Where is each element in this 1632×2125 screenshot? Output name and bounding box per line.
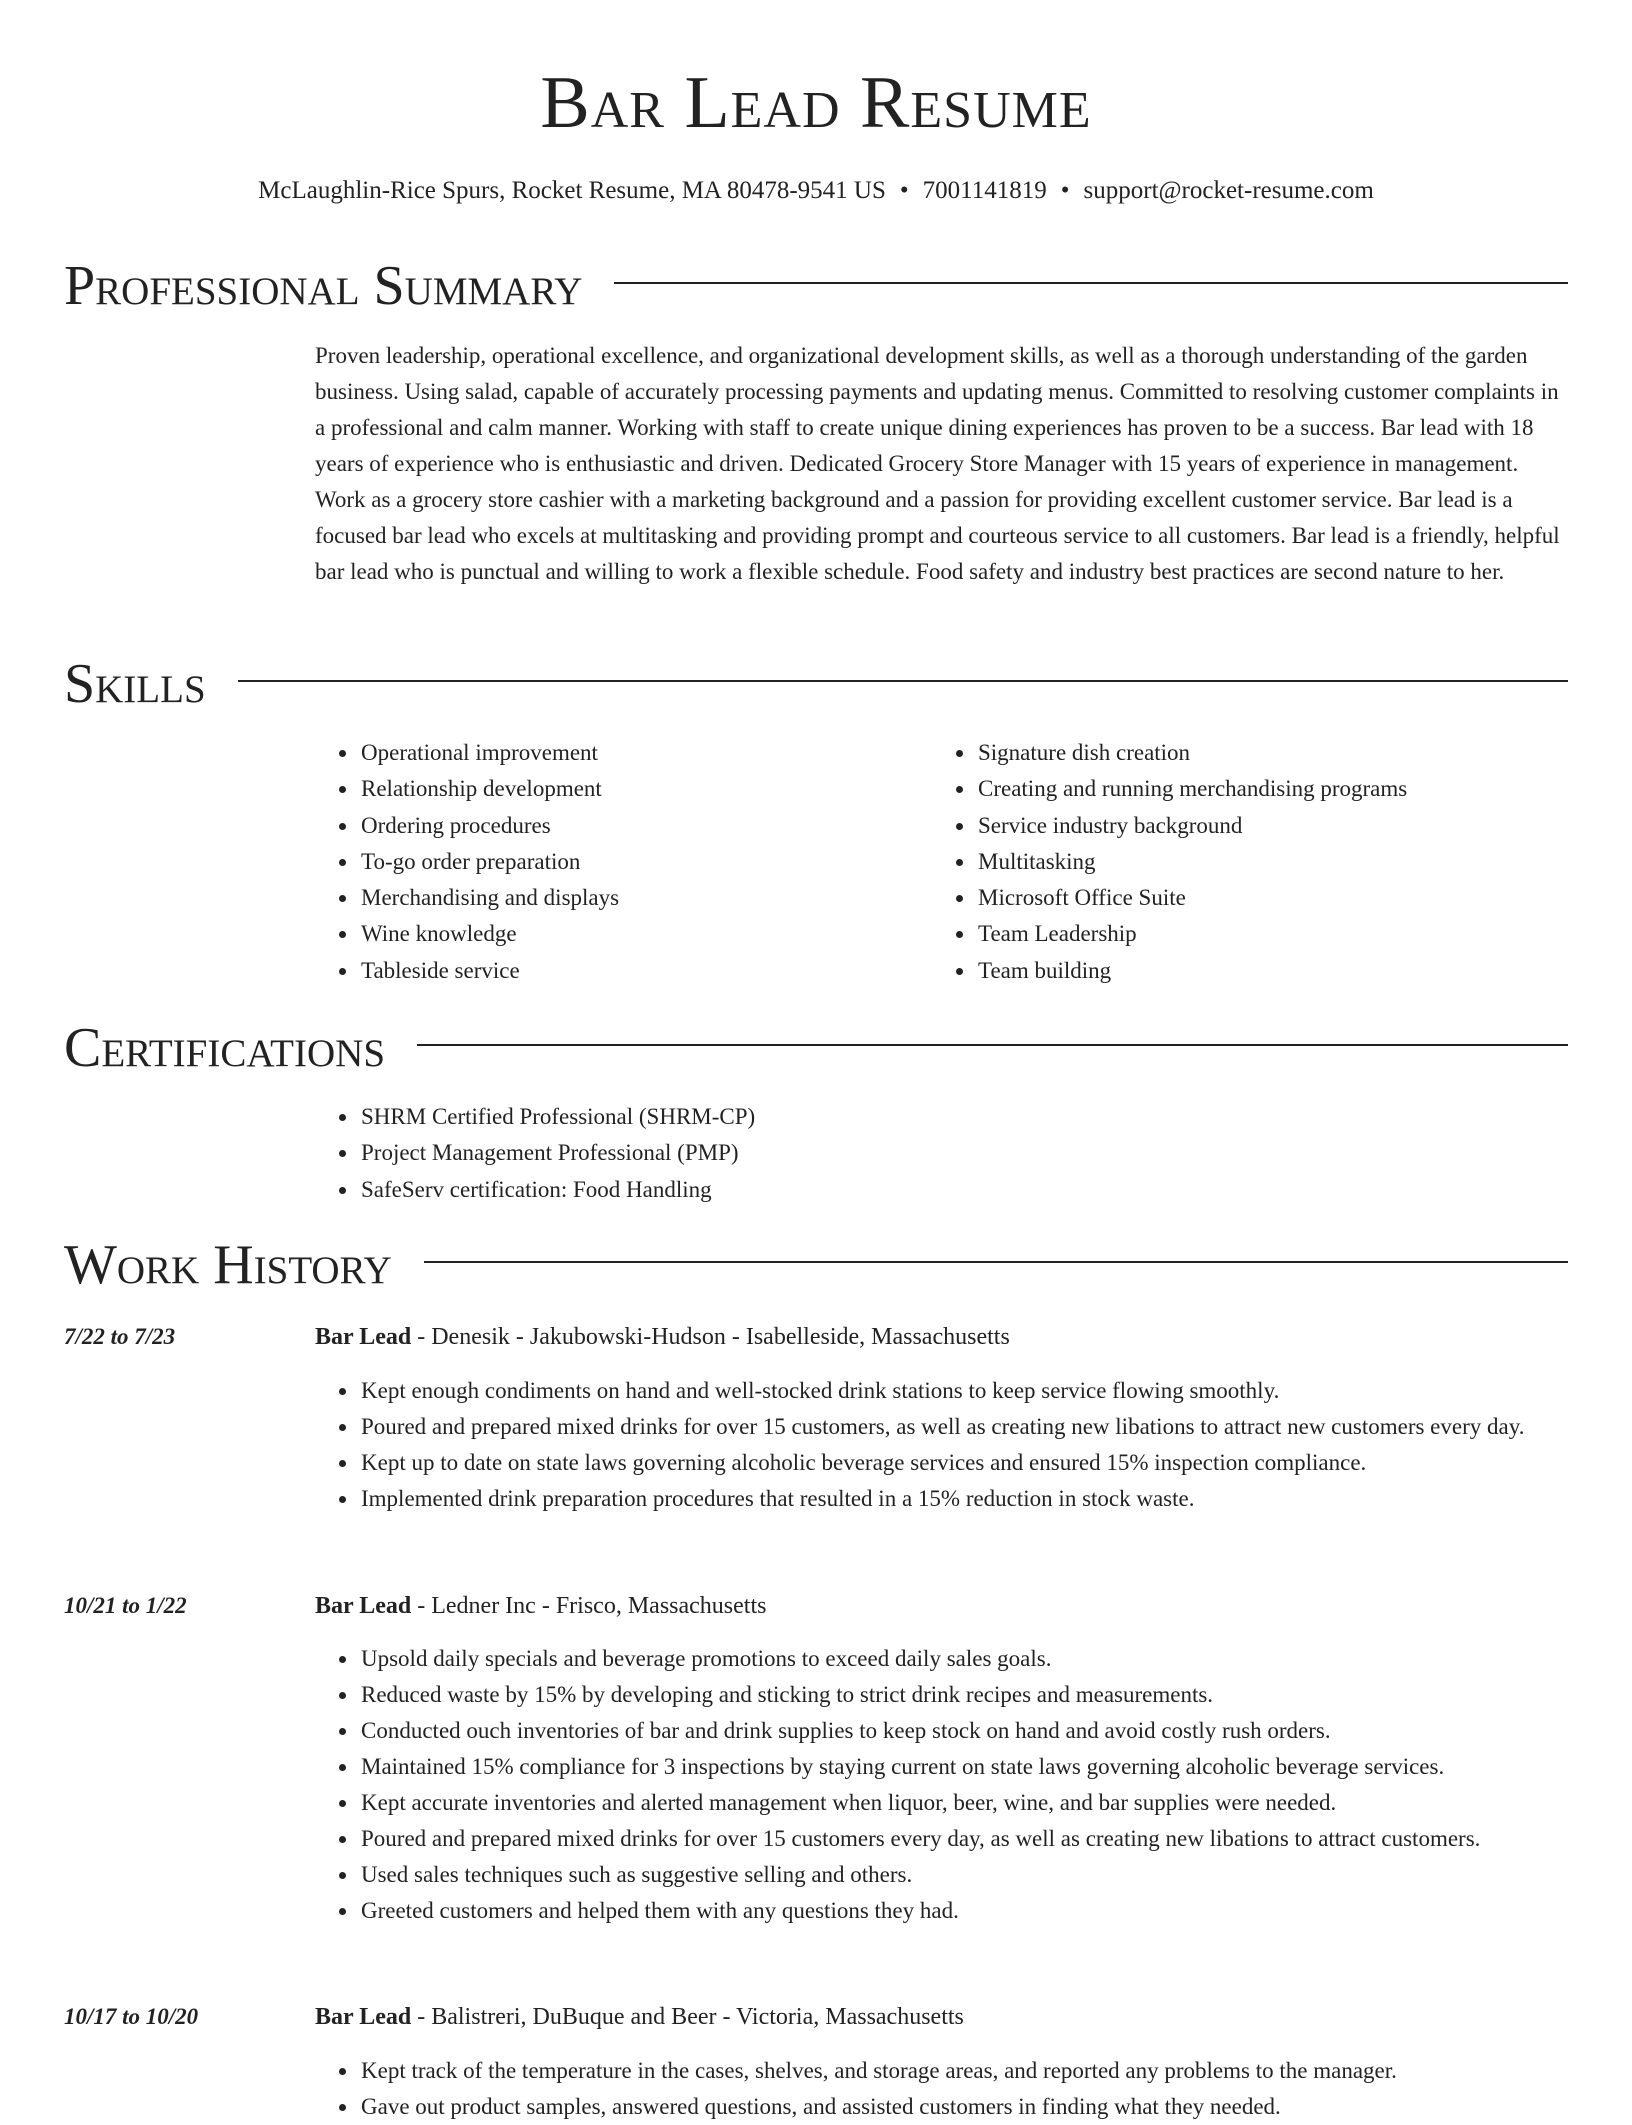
skills-list-right (932, 735, 1612, 989)
job-heading (315, 1999, 964, 2035)
job-bullet: • Poured and prepared mixed drinks for over 15 customers, as well as creating new libations to attract new customers every day. (359, 1409, 1612, 1445)
summary-section-header (64, 254, 1568, 318)
contact-address: McLaughlin-Rice Spurs, Rocket Resume, MA 80478-9541 US (258, 177, 886, 204)
job-employer: - Balistreri, DuBuque and Beer - Victoria, Massachusetts (411, 2004, 964, 2030)
skill-item: • Operational improvement (359, 735, 929, 771)
skill-item: • Service industry background (976, 808, 1612, 844)
contact-phone: 7001141819 (922, 177, 1047, 204)
job-dates: 7/22 to 7/23 (64, 1324, 176, 1349)
job-bullet: • Maintained 15% compliance for 3 inspections by staying current on state laws governing alcoholic beverage services. (359, 1749, 1612, 1785)
job-title: Bar Lead (315, 1593, 412, 1619)
job-dates: 10/21 to 1/22 (64, 1593, 187, 1618)
skill-item: • Microsoft Office Suite (976, 880, 1612, 916)
job-bullets (315, 1373, 1612, 1517)
contact-separator: • (899, 177, 909, 204)
contact-line (0, 176, 1632, 206)
job-title: Bar Lead (315, 2004, 412, 2030)
job-bullet: • Gave out product samples, answered questions, and assisted customers in finding what they needed. (359, 2089, 1612, 2125)
work-history-heading: Work History (64, 1234, 392, 1296)
summary-text: Proven leadership, operational excellence, and organizational development skills, as well as a thorough understanding of the garden business. Using salad, capable of accurately processing payments and updating menus. Committed to resolving customer complaints in a professional and calm manner. Working with staff to create unique dining experiences has proven to be a success. Bar lead with 18 years of experience who is enthusiastic and driven. Dedicated Grocery Store Manager with 15 years of experience in management. Work as a grocery store cashier with a marketing background and a passion for providing excellent customer service. Bar lead is a focused bar lead who excels at multitasking and providing prompt and courteous service to all customers. Bar lead is a friendly, helpful bar lead who is punctual and willing to work a flexible schedule. Food safety and industry best practices are second nature to her. (315, 343, 1560, 584)
job-bullets (315, 2053, 1612, 2125)
skill-item: • Merchandising and displays (359, 880, 929, 916)
skill-item: • Team Leadership (976, 916, 1612, 952)
certifications-list (315, 1099, 1612, 1208)
job-bullet: • Poured and prepared mixed drinks for over 15 customers every day, as well as creating new libations to attract customers. (359, 1821, 1612, 1857)
job-employer: - Ledner Inc - Frisco, Massachusetts (411, 1593, 767, 1619)
skill-item: • Multitasking (976, 844, 1612, 880)
certifications-section-header (64, 1016, 1568, 1080)
skills-section-header (64, 652, 1568, 716)
section-divider (417, 1044, 1568, 1046)
skills-heading: Skills (64, 653, 206, 715)
certification-item: • SHRM Certified Professional (SHRM-CP) (359, 1099, 1612, 1135)
certification-item: • Project Management Professional (PMP) (359, 1135, 1612, 1171)
job-bullet: • Conducted ouch inventories of bar and drink supplies to keep stock on hand and avoid costly rush orders. (359, 1713, 1612, 1749)
contact-email: support@rocket-resume.com (1083, 177, 1374, 204)
job-employer: - Denesik - Jakubowski-Hudson - Isabelleside, Massachusetts (411, 1324, 1010, 1350)
job-bullet: • Kept up to date on state laws governing alcoholic beverage services and ensured 15% inspection compliance. (359, 1445, 1612, 1481)
job-bullet: • Kept accurate inventories and alerted management when liquor, beer, wine, and bar supplies were needed. (359, 1785, 1612, 1821)
job-bullet: • Kept track of the temperature in the cases, shelves, and storage areas, and reported any problems to the manager. (359, 2053, 1612, 2089)
job-bullet: • Implemented drink preparation procedures that resulted in a 15% reduction in stock waste. (359, 1481, 1612, 1517)
job-bullets (315, 1641, 1612, 1929)
job-title: Bar Lead (315, 1324, 412, 1350)
skill-item: • Ordering procedures (359, 808, 929, 844)
contact-separator: • (1060, 177, 1070, 204)
skill-item: • Team building (976, 953, 1612, 989)
job-bullet: • Used sales techniques such as suggestive selling and others. (359, 1857, 1612, 1893)
section-divider (614, 282, 1568, 284)
summary-heading: Professional Summary (64, 255, 583, 317)
skill-item: • Creating and running merchandising programs (976, 771, 1612, 807)
resume-title: Bar Lead Resume (540, 62, 1092, 144)
job-dates: 10/17 to 10/20 (64, 2004, 199, 2029)
skill-item: • Wine knowledge (359, 916, 929, 952)
section-divider (424, 1261, 1568, 1263)
job-bullet: • Upsold daily specials and beverage promotions to exceed daily sales goals. (359, 1641, 1612, 1677)
skills-list-left (315, 735, 929, 989)
job-bullet: • Reduced waste by 15% by developing and sticking to strict drink recipes and measurements. (359, 1677, 1612, 1713)
work-history-section-header (64, 1233, 1568, 1297)
job-bullet: • Greeted customers and helped them with any questions they had. (359, 1893, 1612, 1929)
certification-item: • SafeServ certification: Food Handling (359, 1172, 1612, 1208)
skill-item: • Signature dish creation (976, 735, 1612, 771)
section-divider (238, 680, 1568, 682)
skill-item: • Tableside service (359, 953, 929, 989)
job-heading (315, 1588, 766, 1624)
job-bullet: • Kept enough condiments on hand and well-stocked drink stations to keep service flowing smoothly. (359, 1373, 1612, 1409)
job-heading (315, 1319, 1010, 1355)
skill-item: • Relationship development (359, 771, 929, 807)
certifications-heading: Certifications (64, 1017, 386, 1079)
skill-item: • To-go order preparation (359, 844, 929, 880)
